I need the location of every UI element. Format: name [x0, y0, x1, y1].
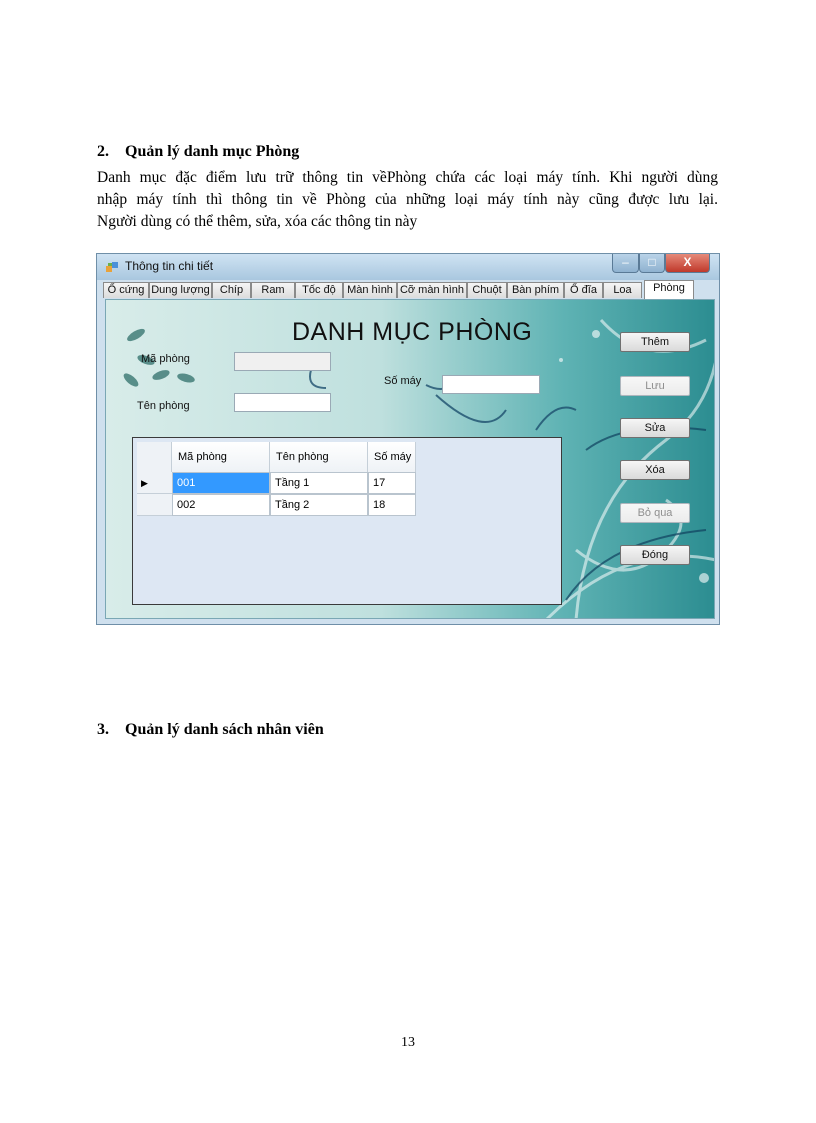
luu-button[interactable]: Lưu — [620, 376, 690, 396]
section-2-paragraph — [97, 167, 718, 233]
app-icon — [105, 260, 119, 274]
column-header-ten-phong[interactable]: Tên phòng — [270, 442, 368, 472]
tab-chuot[interactable]: Chuột — [467, 282, 507, 298]
bo-qua-button[interactable]: Bỏ qua — [620, 503, 690, 523]
section-2-heading — [97, 143, 299, 161]
ten-phong-label: Tên phòng — [137, 400, 190, 412]
row-header-current-icon[interactable]: ▶ — [137, 472, 172, 494]
minimize-button[interactable]: – — [612, 254, 639, 273]
section-3-heading — [97, 721, 324, 739]
tab-ban-phim[interactable]: Bàn phím — [507, 282, 564, 298]
paragraph-line: nhập máy tính thì thông tin về Phòng của những loại máy tính này cũng được lưu lại. — [97, 191, 718, 208]
table-cell[interactable]: 002 — [172, 494, 270, 516]
table-cell[interactable]: Tầng 1 — [270, 472, 368, 494]
form-heading: DANH MỤC PHÒNG — [292, 318, 533, 346]
section-3-title: Quản lý danh sách nhân viên — [125, 721, 324, 738]
window-titlebar — [97, 254, 719, 280]
section-3-number: 3. — [97, 721, 109, 738]
tab-man-hinh[interactable]: Màn hình — [343, 282, 397, 298]
column-header-so-may[interactable]: Số máy — [368, 442, 416, 472]
window-title: Thông tin chi tiết — [125, 259, 214, 273]
grid-corner-header — [137, 442, 172, 472]
tab-toc-do[interactable]: Tốc độ — [295, 282, 343, 298]
column-header-ma-phong[interactable]: Mã phòng — [172, 442, 270, 472]
maximize-button[interactable]: □ — [639, 254, 665, 273]
so-may-label: Số máy — [384, 375, 422, 387]
table-cell[interactable]: Tầng 2 — [270, 494, 368, 516]
so-may-input[interactable] — [442, 375, 540, 394]
tab-chip[interactable]: Chíp — [212, 282, 251, 298]
ma-phong-label: Mã phòng — [141, 353, 190, 365]
phong-data-grid[interactable] — [132, 437, 562, 605]
screenshot-window — [96, 253, 720, 625]
dong-button[interactable]: Đóng — [620, 545, 690, 565]
xoa-button[interactable]: Xóa — [620, 460, 690, 480]
close-button[interactable]: X — [665, 254, 710, 273]
section-2-title: Quản lý danh mục Phòng — [125, 143, 300, 160]
row-header[interactable] — [137, 494, 172, 516]
table-cell[interactable]: 18 — [368, 494, 416, 516]
tab-strip — [103, 280, 715, 299]
tab-dung-luong[interactable]: Dung lượng — [149, 282, 212, 298]
them-button[interactable]: Thêm — [620, 332, 690, 352]
ten-phong-input[interactable] — [234, 393, 331, 412]
tab-ram[interactable]: Ram — [251, 282, 295, 298]
paragraph-line: Người dùng có thể thêm, sửa, xóa các thông tin này — [97, 213, 418, 230]
tab-content-phong — [105, 299, 715, 619]
table-cell[interactable]: 001 — [172, 472, 270, 494]
tab-co-man-hinh[interactable]: Cỡ màn hình — [397, 282, 467, 298]
ma-phong-input[interactable] — [234, 352, 331, 371]
page-number: 13 — [401, 1035, 415, 1050]
tab-phong[interactable]: Phòng — [644, 280, 694, 299]
paragraph-line: Danh mục đặc điểm lưu trữ thông tin vềPhòng chứa các loại máy tính. Khi người dùng — [97, 169, 718, 186]
tab-o-cung[interactable]: Ổ cứng — [103, 282, 149, 298]
sua-button[interactable]: Sửa — [620, 418, 690, 438]
tab-loa[interactable]: Loa — [603, 282, 642, 298]
tab-o-dia[interactable]: Ổ đĩa — [564, 282, 603, 298]
section-2-number: 2. — [97, 143, 109, 160]
table-cell[interactable]: 17 — [368, 472, 416, 494]
